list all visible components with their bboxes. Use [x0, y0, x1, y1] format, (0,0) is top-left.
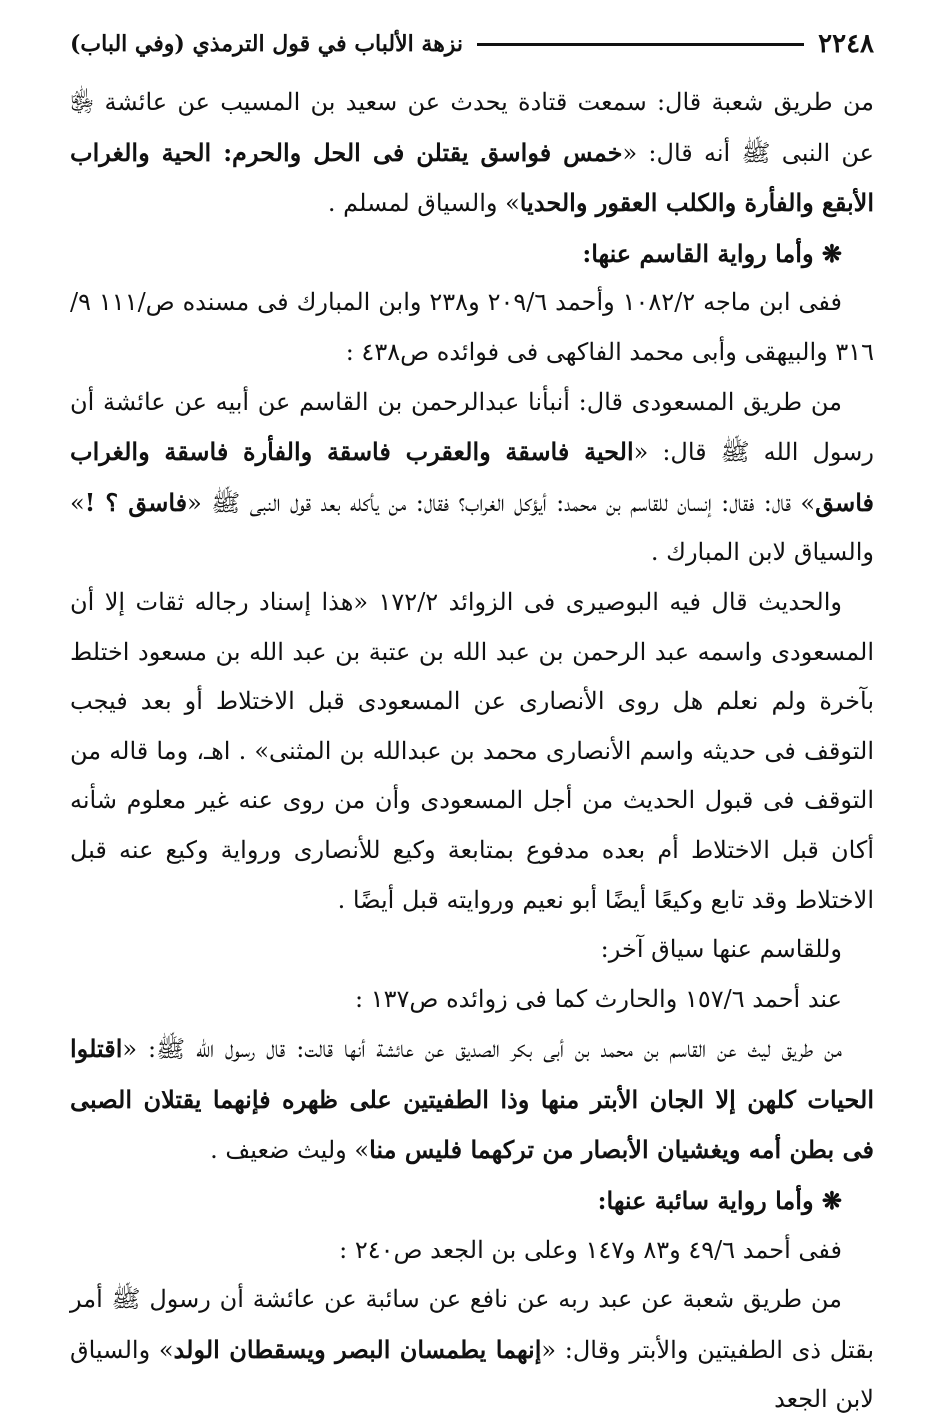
- paragraph-9-text-c: » والسياق لابن الجعد: [70, 1335, 874, 1414]
- paragraph-9: [70, 1275, 874, 1425]
- paragraph-9-text-a: من طريق شعبة عن عبد ربه عن نافع عن سائبة عن عائشة أن رسول ﷺ أمر بقتل ذى الطفيتين والأبتر وقال: «: [70, 1285, 874, 1364]
- section-heading-saiba: ❋ وأما رواية سائبة عنها:: [597, 1186, 842, 1216]
- paragraph-7: [70, 1024, 874, 1176]
- hadith-quote-5: إنهما يطمسان البصر ويسقطان الولد: [173, 1334, 542, 1364]
- paragraph-5: وللقاسم عنها سياق آخر:: [600, 935, 842, 964]
- section-heading-qasim: ❋ وأما رواية القاسم عنها:: [582, 238, 842, 268]
- hadith-quote-1: خمس فواسق يقتلن فى الحل والحرم: الحية والغراب الأبقع والفأرة والكلب العقور والحديا: [70, 137, 874, 218]
- header-rule: [477, 43, 804, 46]
- paragraph-2: ففى ابن ماجه ١٠٨٢/٢ وأحمد ٢٠٩/٦ و٢٣٨ وابن المبارك فى مسنده ص/١١١ ٩/ ٣١٦ والبيهقى وأبى محمد الفاكهى فى فوائده ص٤٣٨ :: [70, 288, 874, 366]
- paragraph-1-text-c: » والسياق لمسلم .: [327, 189, 520, 218]
- paragraph-4: والحديث قال فيه البوصيرى فى الزوائد ١٧٢/٢ «هذا إسناد رجاله ثقات إلا أن المسعودى واسمه عبد الرحمن بن عبد الله بن عتبة بن عبد الله بن مسعود اختلط بآخرة ولم نعلم هل روى الأنصارى عن المسعودى قبل الاختلاط أو بعد فيجب التوقف فى حديثه واسم الأنصارى محمد بن عبدالله بن المثنى» . اهـ، وما قاله من التوقف فى قبول الحديث من أجل المسعودى وأن من روى عنه غير معلوم شأنه أكان قبل الاختلاط أم بعده مدفوع بمتابعة وكيع للأنصارى ورواية وكيع عنه قبل الاختلاط وقد تابع وكيعًا أيضًا أبو نعيم وروايته قبل أيضًا .: [70, 587, 874, 914]
- paragraph-3-text-e: » والسياق لابن المبارك .: [70, 488, 874, 567]
- page-body: [70, 78, 874, 1414]
- paragraph-1-text-a: من طريق شعبة قال: سمعت قتادة يحدث عن سعيد بن المسيب عن عائشة ﵂ عن النبى ﷺ أنه قال: «: [70, 88, 874, 167]
- paragraph-7-text-a: من طريق ليث عن القاسم بن محمد بن أبى بكر الصديق عن عائشة أنها قالت: قال رسول الله ﷺ: «: [122, 1035, 842, 1064]
- hadith-quote-4: اقتلوا الحيات كلهن إلا الجان الأبتر منها وذا الطفيتين على ظهره فإنهما يقتلان الصبى فى بطن أمه ويغشيان الأبصار من تركهما فليس منا: [70, 1034, 874, 1165]
- paragraph-3-text-a: من طريق المسعودى قال: أنبأنا عبدالرحمن بن القاسم عن أبيه عن عائشة أن رسول الله ﷺ قال: «: [70, 387, 874, 467]
- hadith-quote-2: الحية فاسقة والعقرب فاسقة والفأرة فاسقة والغراب فاسق: [70, 437, 874, 517]
- paragraph-6: عند أحمد ١٥٧/٦ والحارث كما فى زوائده ص١٣٧ :: [355, 984, 842, 1013]
- page-number: ٢٢٤٨: [818, 29, 874, 59]
- page-header: [70, 26, 874, 62]
- running-title: نزهة الألباب في قول الترمذي (وفي الباب): [70, 31, 464, 57]
- paragraph-1: [70, 78, 874, 229]
- paragraph-7-text-c: » وليث ضعيف .: [210, 1136, 370, 1165]
- hadith-quote-3: فاسق ؟ !: [84, 487, 188, 517]
- paragraph-8: ففى أحمد ٤٩/٦ و٨٣ و١٤٧ وعلى بن الجعد ص٢٤٠ :: [339, 1235, 842, 1264]
- paragraph-3-text-c: » قال: فقال: إنسان للقاسم بن محمد: أيؤكل الغراب؟ فقال: من يأكله بعد قول النبى ﷺ «: [187, 488, 816, 517]
- paragraph-3: [70, 378, 874, 578]
